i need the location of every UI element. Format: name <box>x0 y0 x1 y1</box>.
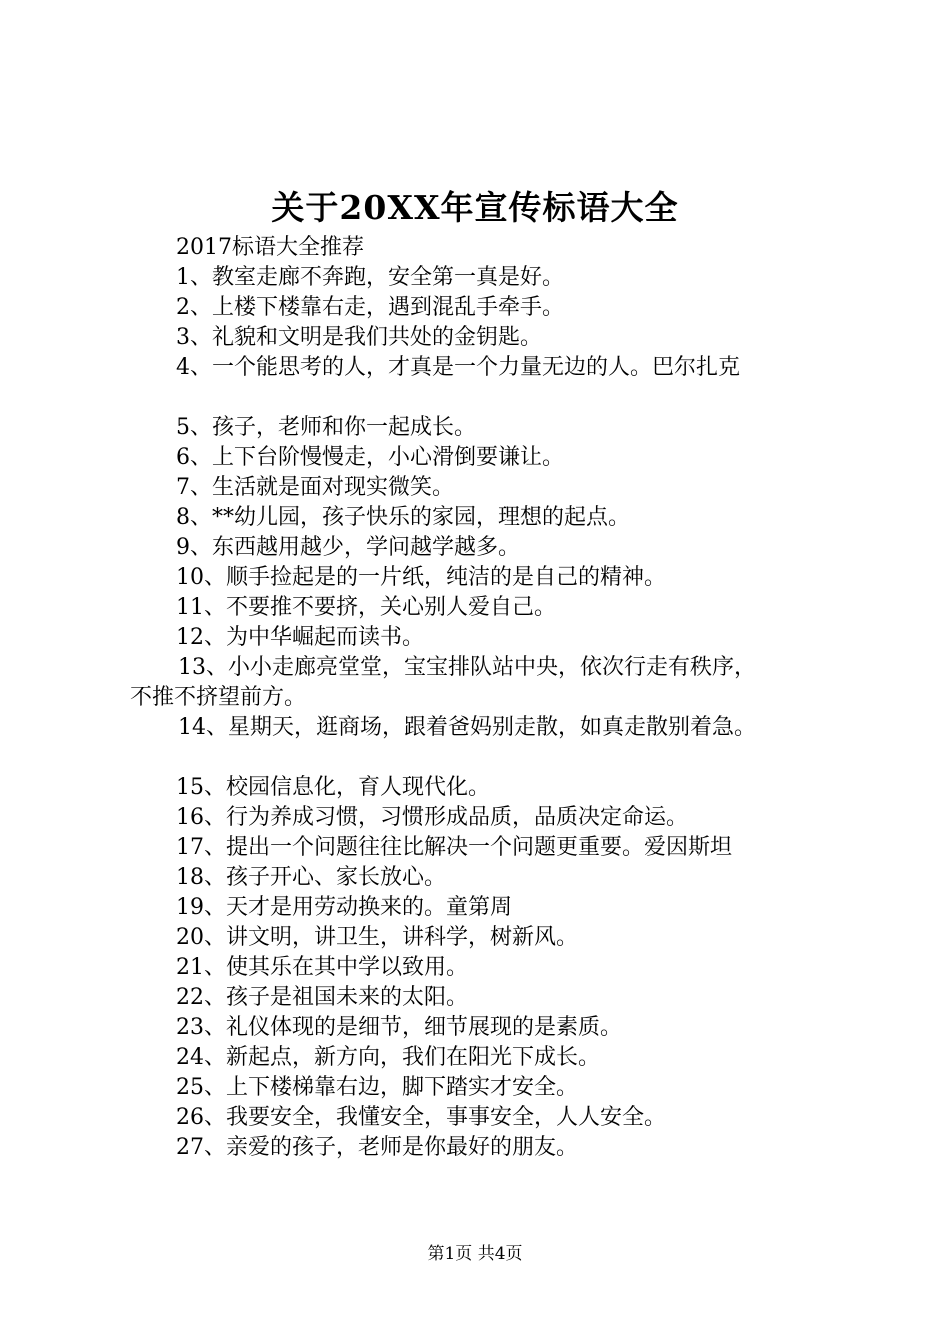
slogan-item-17: 17、提出一个问题往往比解决一个问题更重要。爱因斯坦 <box>176 835 732 860</box>
document-title: 关于20XX年宣传标语大全 <box>271 188 679 227</box>
slogan-item-1: 1、教室走廊不奔跑，安全第一真是好。 <box>176 265 564 290</box>
slogan-item-13-continued: 不推不挤望前方。 <box>130 685 307 710</box>
document-body <box>130 233 850 1163</box>
slogan-item-15: 15、校园信息化，育人现代化。 <box>176 775 490 800</box>
slogan-item-2: 2、上楼下楼靠右走，遇到混乱手牵手。 <box>176 295 564 320</box>
slogan-item-6: 6、上下台阶慢慢走，小心滑倒要谦让。 <box>176 445 564 470</box>
slogan-item-11: 11、不要推不要挤，关心别人爱自己。 <box>176 595 556 620</box>
slogan-item-3: 3、礼貌和文明是我们共处的金钥匙。 <box>176 325 542 350</box>
blank-line <box>130 743 850 773</box>
blank-line <box>130 383 850 413</box>
slogan-item-13: 13、小小走廊亮堂堂，宝宝排队站中央，依次行走有秩序， <box>178 655 756 680</box>
slogan-item-7: 7、生活就是面对现实微笑。 <box>176 475 454 500</box>
slogan-item-18: 18、孩子开心、家长放心。 <box>176 865 446 890</box>
subtitle-line: 2017标语大全推荐 <box>176 235 364 260</box>
slogan-item-27: 27、亲爱的孩子，老师是你最好的朋友。 <box>176 1135 578 1160</box>
slogan-item-21: 21、使其乐在其中学以致用。 <box>176 955 468 980</box>
slogan-item-9: 9、东西越用越少，学问越学越多。 <box>176 535 520 560</box>
page-number-footer: 第1页 共4页 <box>427 1244 523 1264</box>
slogan-item-14: 14、星期天，逛商场，跟着爸妈别走散，如真走散别着急。 <box>178 715 756 740</box>
slogan-item-4: 4、一个能思考的人，才真是一个力量无边的人。巴尔扎克 <box>176 355 740 380</box>
slogan-item-20: 20、讲文明，讲卫生，讲科学，树新风。 <box>176 925 578 950</box>
slogan-item-16: 16、行为养成习惯，习惯形成品质，品质决定命运。 <box>176 805 688 830</box>
slogan-item-12: 12、为中华崛起而读书。 <box>176 625 424 650</box>
slogan-item-26: 26、我要安全，我懂安全，事事安全，人人安全。 <box>176 1105 666 1130</box>
slogan-item-10: 10、顺手捡起是的一片纸，纯洁的是自己的精神。 <box>176 565 666 590</box>
slogan-item-5: 5、孩子，老师和你一起成长。 <box>176 415 476 440</box>
slogan-item-23: 23、礼仪体现的是细节，细节展现的是素质。 <box>176 1015 622 1040</box>
slogan-item-19: 19、天才是用劳动换来的。童第周 <box>176 895 512 920</box>
slogan-item-8: 8、**幼儿园，孩子快乐的家园，理想的起点。 <box>176 505 630 530</box>
slogan-item-22: 22、孩子是祖国未来的太阳。 <box>176 985 468 1010</box>
slogan-item-24: 24、新起点，新方向，我们在阳光下成长。 <box>176 1045 600 1070</box>
slogan-item-25: 25、上下楼梯靠右边，脚下踏实才安全。 <box>176 1075 578 1100</box>
